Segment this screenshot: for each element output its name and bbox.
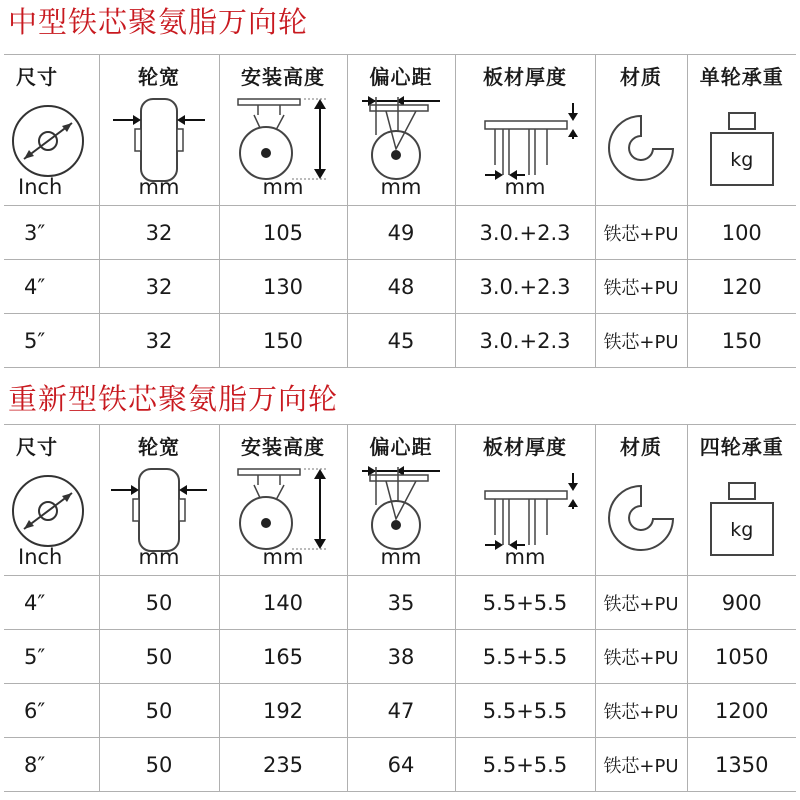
header-mount-height-label: 安装高度 <box>241 435 325 459</box>
header-size <box>4 425 99 576</box>
cell-mount-height: 130 <box>219 260 347 314</box>
cell-size: 8″ <box>4 738 99 792</box>
header-width-label: 轮宽 <box>138 65 180 89</box>
cell-mount-height: 105 <box>219 206 347 260</box>
cell-material: 铁芯+PU <box>595 260 687 314</box>
table-row <box>4 738 796 792</box>
cell-mount-height: 150 <box>219 314 347 368</box>
header-material <box>595 425 687 576</box>
unit-mm: mm <box>380 545 422 569</box>
header-load-label: 四轮承重 <box>699 435 784 459</box>
weight-icon <box>688 481 797 557</box>
cell-mount-height: 235 <box>219 738 347 792</box>
material-cutaway-icon <box>596 113 687 183</box>
cell-material: 铁芯+PU <box>595 630 687 684</box>
unit-mm: mm <box>262 175 304 199</box>
mount-height-icon <box>220 95 347 185</box>
section-1-title: 中型铁芯聚氨脂万向轮 <box>8 5 309 39</box>
material-cutaway-icon <box>596 483 687 553</box>
unit-mm: mm <box>504 545 546 569</box>
header-load-label: 单轮承重 <box>699 65 784 89</box>
cell-load: 1050 <box>687 630 796 684</box>
section-2-title: 重新型铁芯聚氨脂万向轮 <box>8 382 339 416</box>
cell-size: 4″ <box>4 260 99 314</box>
header-plate-thickness <box>455 55 595 206</box>
header-width-label: 轮宽 <box>138 435 180 459</box>
header-load <box>687 425 796 576</box>
header-offset <box>347 425 455 576</box>
cell-size: 6″ <box>4 684 99 738</box>
cell-offset: 38 <box>347 630 455 684</box>
cell-material: 铁芯+PU <box>595 738 687 792</box>
header-mount-height-label: 安装高度 <box>241 65 325 89</box>
header-offset-label: 偏心距 <box>369 435 433 459</box>
header-offset-label: 偏心距 <box>369 65 433 89</box>
table-row <box>4 206 796 260</box>
header-width <box>99 425 219 576</box>
header-plate-thickness <box>455 425 595 576</box>
table-row <box>4 576 796 630</box>
cell-plate-thickness: 5.5+5.5 <box>455 738 595 792</box>
wheel-diameter-icon <box>4 473 99 549</box>
cell-width: 50 <box>99 630 219 684</box>
cell-width: 50 <box>99 684 219 738</box>
header-size-label: 尺寸 <box>16 65 58 89</box>
cell-offset: 35 <box>347 576 455 630</box>
cell-size: 3″ <box>4 206 99 260</box>
wheel-width-icon <box>100 95 219 185</box>
cell-size: 5″ <box>4 314 99 368</box>
unit-mm: mm <box>138 175 180 199</box>
unit-mm: mm <box>380 175 422 199</box>
plate-thickness-icon <box>456 95 595 185</box>
header-offset <box>347 55 455 206</box>
header-row <box>4 55 796 206</box>
unit-mm: mm <box>138 545 180 569</box>
cell-load: 900 <box>687 576 796 630</box>
spec-table-heavy <box>4 424 796 792</box>
cell-mount-height: 140 <box>219 576 347 630</box>
header-width <box>99 55 219 206</box>
table-row <box>4 314 796 368</box>
cell-plate-thickness: 5.5+5.5 <box>455 576 595 630</box>
table-row <box>4 260 796 314</box>
cell-material: 铁芯+PU <box>595 206 687 260</box>
cell-load: 120 <box>687 260 796 314</box>
cell-load: 100 <box>687 206 796 260</box>
cell-offset: 64 <box>347 738 455 792</box>
unit-mm: mm <box>504 175 546 199</box>
header-material-label: 材质 <box>620 65 662 89</box>
cell-material: 铁芯+PU <box>595 314 687 368</box>
cell-load: 1350 <box>687 738 796 792</box>
wheel-diameter-icon <box>4 103 99 179</box>
cell-size: 4″ <box>4 576 99 630</box>
header-material <box>595 55 687 206</box>
cell-load: 150 <box>687 314 796 368</box>
header-size-label: 尺寸 <box>16 435 58 459</box>
weight-icon <box>688 111 797 187</box>
cell-material: 铁芯+PU <box>595 684 687 738</box>
cell-mount-height: 192 <box>219 684 347 738</box>
header-mount-height <box>219 425 347 576</box>
swivel-offset-icon <box>348 95 455 185</box>
header-row <box>4 425 796 576</box>
unit-inch: Inch <box>18 545 63 569</box>
header-plate-thickness-label: 板材厚度 <box>483 65 567 89</box>
cell-plate-thickness: 3.0.+2.3 <box>455 206 595 260</box>
cell-size: 5″ <box>4 630 99 684</box>
table-row <box>4 684 796 738</box>
header-load <box>687 55 796 206</box>
cell-plate-thickness: 3.0.+2.3 <box>455 314 595 368</box>
spec-table-medium <box>4 54 796 368</box>
cell-width: 32 <box>99 260 219 314</box>
cell-width: 32 <box>99 314 219 368</box>
header-material-label: 材质 <box>620 435 662 459</box>
cell-material: 铁芯+PU <box>595 576 687 630</box>
header-plate-thickness-label: 板材厚度 <box>483 435 567 459</box>
cell-width: 50 <box>99 738 219 792</box>
cell-mount-height: 165 <box>219 630 347 684</box>
table-row <box>4 630 796 684</box>
cell-plate-thickness: 3.0.+2.3 <box>455 260 595 314</box>
weight-icon-label: kg <box>730 149 754 171</box>
plate-thickness-icon <box>456 465 595 555</box>
cell-plate-thickness: 5.5+5.5 <box>455 684 595 738</box>
unit-inch: Inch <box>18 175 63 199</box>
cell-width: 32 <box>99 206 219 260</box>
cell-offset: 49 <box>347 206 455 260</box>
cell-offset: 48 <box>347 260 455 314</box>
cell-offset: 47 <box>347 684 455 738</box>
header-size <box>4 55 99 206</box>
mount-height-icon <box>220 465 347 555</box>
header-mount-height <box>219 55 347 206</box>
weight-icon-label: kg <box>730 519 754 541</box>
wheel-width-icon <box>100 465 219 555</box>
unit-mm: mm <box>262 545 304 569</box>
cell-offset: 45 <box>347 314 455 368</box>
swivel-offset-icon <box>348 465 455 555</box>
cell-width: 50 <box>99 576 219 630</box>
cell-load: 1200 <box>687 684 796 738</box>
cell-plate-thickness: 5.5+5.5 <box>455 630 595 684</box>
